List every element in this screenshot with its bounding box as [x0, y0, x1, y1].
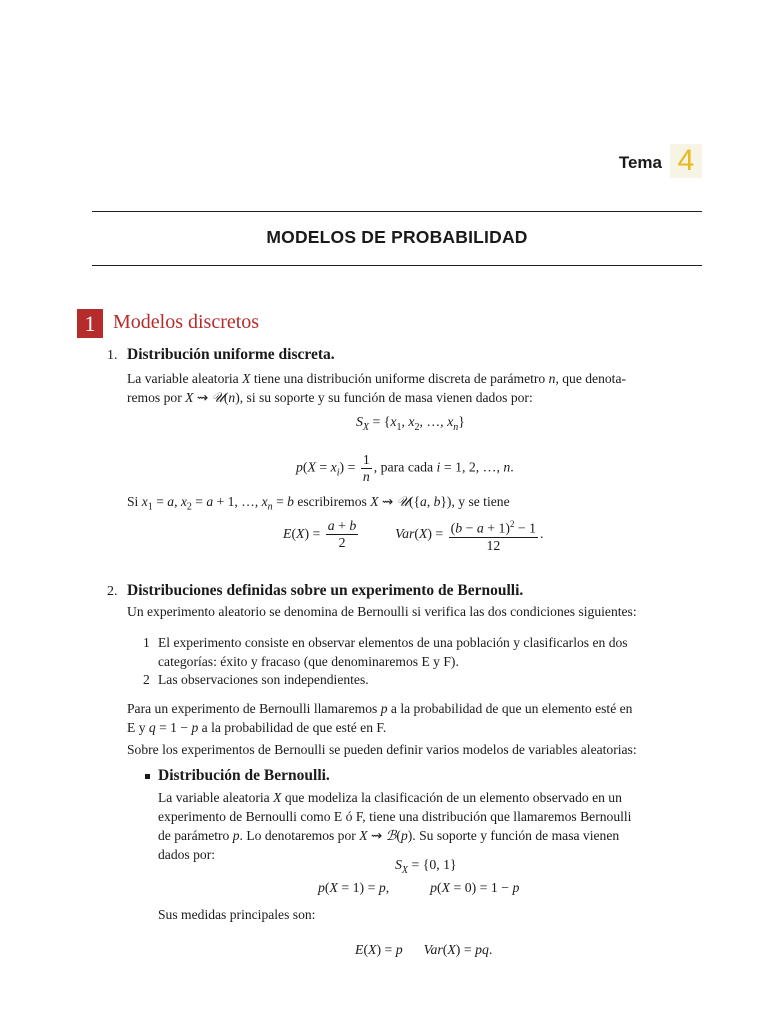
uniform-case: Si $x_1 = a$, $x_2 = a + 1$, …, $x_n = b$ escribiremos X ⇝ 𝒰({a, b}), y se tiene	[127, 494, 510, 513]
bernoulli-support: $S_X = \{0$, 1}	[395, 857, 457, 876]
bernoulli-models-intro: Sobre los experimentos de Bernoulli se pueden definir varios modelos de variables aleatorias:	[127, 742, 637, 757]
section-title: Modelos discretos	[113, 311, 260, 333]
condition-2-number: 2	[143, 672, 150, 687]
bernoulli-title: Distribución de Bernoulli.	[158, 767, 330, 784]
item2-intro: Un experimento aleatorio se denomina de Bernoulli si verifica las dos condiciones siguientes:	[127, 604, 637, 619]
top-rule	[92, 211, 702, 212]
condition-1: El experimento consiste en observar elementos de una población y clasificarlos en dos categorías: éxito y fracaso (que denominaremos E y F).	[158, 635, 628, 669]
item1-number: 1.	[107, 348, 118, 363]
bernoulli-p-paragraph: Para un experimento de Bernoulli llamaremos p a la probabilidad de que un elemento esté en E y q = 1 − p a la probabilidad de que esté en F.	[127, 701, 633, 735]
tema-number: 4	[670, 144, 702, 178]
bottom-rule	[92, 265, 702, 266]
tema-label: Tema	[618, 153, 662, 172]
item1-paragraph: La variable aleatoria X tiene una distribución uniforme discreta de parámetro n, que denota- remos por X ⇝ 𝒰(n), si su soporte y su función de masa vienen dados por:	[127, 371, 627, 405]
item2-title: Distribuciones definidas sobre un experimento de Bernoulli.	[127, 582, 524, 599]
bernoulli-pmf: p(X = 1) = p, p(X = 0) = 1 − p	[318, 880, 520, 895]
uniform-moments: E(X) = $\frac{a + b}{2}$ Var(X) = $\frac{(b - a + 1)^2 - 1}{12}$ .	[283, 518, 544, 553]
bernoulli-paragraph: La variable aleatoria X que modeliza la clasificación de un elemento observado en un experimento de Bernoulli como E ó F, tiene una distribución que llamaremos Bernoulli de parámetro p. Lo denotaremos por X ⇝ ℬ(p). Su soporte y función de masa vienen dados por:	[158, 790, 632, 862]
bernoulli-measures-intro: Sus medidas principales son:	[158, 907, 316, 922]
bernoulli-moments: E(X) = p Var(X) = pq.	[355, 942, 493, 957]
condition-2: Las observaciones son independientes.	[158, 672, 369, 687]
bullet-square-icon	[145, 774, 150, 779]
item2-number: 2.	[107, 584, 118, 599]
section-number: 1	[77, 309, 103, 338]
item1-title: Distribución uniforme discreta.	[127, 346, 335, 363]
support-equation: $S_X = \{x_1$, $x_2$, …, $x_n$}	[356, 414, 465, 433]
condition-1-number: 1	[143, 635, 150, 650]
pmf-equation: $p(X = x_i)$ = $\frac{1}{n}$ , para cada i = 1, 2, …, n.	[296, 452, 514, 484]
chapter-title: MODELOS DE PROBABILIDAD	[266, 227, 528, 247]
chapter-header	[560, 144, 702, 178]
